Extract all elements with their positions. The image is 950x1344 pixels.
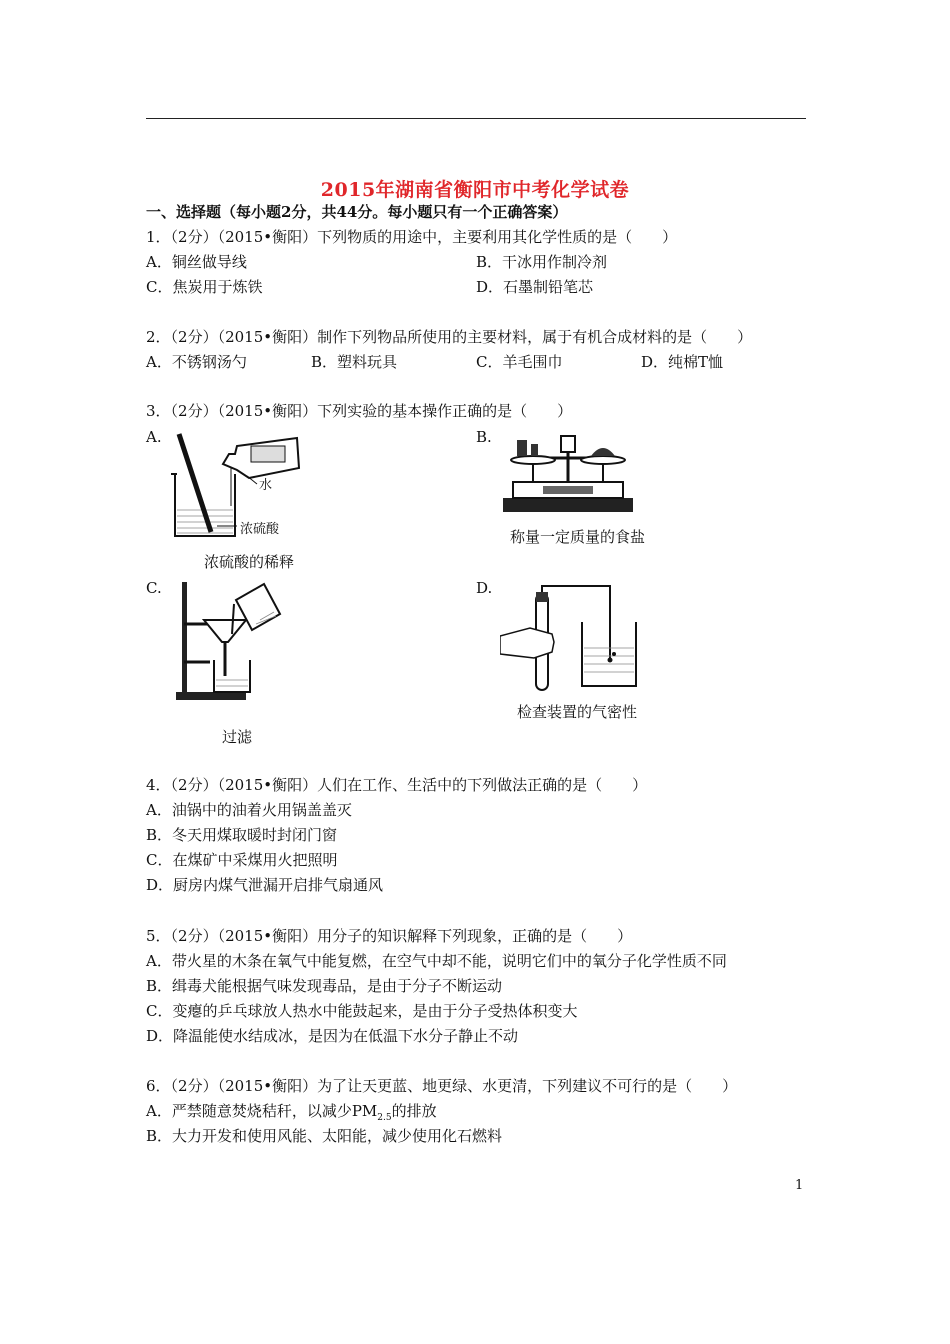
airtightness-figure (500, 582, 650, 692)
q4-option-b: B．冬天用煤取暖时封闭门窗 (146, 826, 338, 844)
q3-option-b: B. (476, 428, 492, 446)
q1-option-b: B．干冰用作制冷剂 (476, 253, 608, 271)
q6-option-a (146, 1101, 437, 1128)
q6-stem: 6．（2分）（2015•衡阳）为了让天更蓝、地更绿、水更清，下列建议不可行的是（ ） (146, 1077, 738, 1095)
q1-stem: 1．（2分）（2015•衡阳）下列物质的用途中，主要利用其化学性质的是（ ） (146, 228, 678, 246)
q5-option-a: A．带火星的木条在氧气中能复燃，在空气中却不能，说明它们中的氧分子化学性质不同 (146, 952, 727, 970)
q4-option-a: A．油锅中的油着火用锅盖盖灭 (146, 801, 352, 819)
q5-option-b: B．缉毒犬能根据气味发现毒品，是由于分子不断运动 (146, 977, 503, 995)
section-heading: 一、选择题（每小题2分，共44分。每小题只有一个正确答案） (146, 203, 568, 221)
q1-option-d: D．石墨制铅笔芯 (476, 278, 594, 296)
q2-option-b: B．塑料玩具 (311, 353, 398, 371)
q5-option-d: D．降温能使水结成冰，是因为在低温下水分子静止不动 (146, 1027, 519, 1045)
q5-option-c: C．变瘪的乒乓球放人热水中能鼓起来，是由于分子受热体积变大 (146, 1002, 578, 1020)
q2-option-a: A．不锈钢汤勺 (146, 353, 247, 371)
q6-option-a-subscript: 2.5 (377, 1113, 392, 1123)
filtration-figure (170, 580, 285, 705)
q3-option-c: C. (146, 579, 162, 597)
q2-stem: 2．（2分）（2015•衡阳）制作下列物品所使用的主要材料，属于有机合成材料的是（ ） (146, 328, 753, 346)
q6-option-b: B．大力开发和使用风能、太阳能，减少使用化石燃料 (146, 1127, 503, 1145)
page-number: 1 (795, 1178, 804, 1193)
caption-b: 称量一定质量的食盐 (510, 528, 646, 546)
q2-option-d: D．纯棉T恤 (641, 353, 724, 371)
q4-stem: 4．（2分）（2015•衡阳）人们在工作、生活中的下列做法正确的是（ ） (146, 776, 648, 794)
caption-a: 浓硫酸的稀释 (204, 553, 295, 571)
q3-option-d: D. (476, 579, 493, 597)
page-title: 2015年湖南省衡阳市中考化学试卷 (320, 179, 630, 201)
q4-option-d: D．厨房内煤气泄漏开启排气扇通风 (146, 876, 384, 894)
caption-d: 检查装置的气密性 (517, 703, 638, 721)
label-conc-acid: 浓硫酸 (240, 522, 280, 537)
q3-option-a: A. (146, 428, 162, 446)
q3-stem: 3．（2分）（2015•衡阳）下列实验的基本操作正确的是（ ） (146, 402, 573, 420)
header-rule (146, 118, 806, 119)
q4-option-c: C．在煤矿中采煤用火把照明 (146, 851, 338, 869)
q1-option-c: C．焦炭用于炼铁 (146, 278, 263, 296)
label-water: 水 (259, 478, 273, 493)
q2-option-c: C．羊毛围巾 (476, 353, 563, 371)
caption-c: 过滤 (222, 728, 253, 746)
q1-option-a: A．铜丝做导线 (146, 253, 247, 271)
q6-option-a-text-end: 的排放 (391, 1102, 437, 1120)
balance-figure (503, 432, 633, 514)
q6-option-a-text: A．严禁随意焚烧秸秆，以减少PM (146, 1102, 378, 1120)
q5-stem: 5．（2分）（2015•衡阳）用分子的知识解释下列现象，正确的是（ ） (146, 927, 633, 945)
